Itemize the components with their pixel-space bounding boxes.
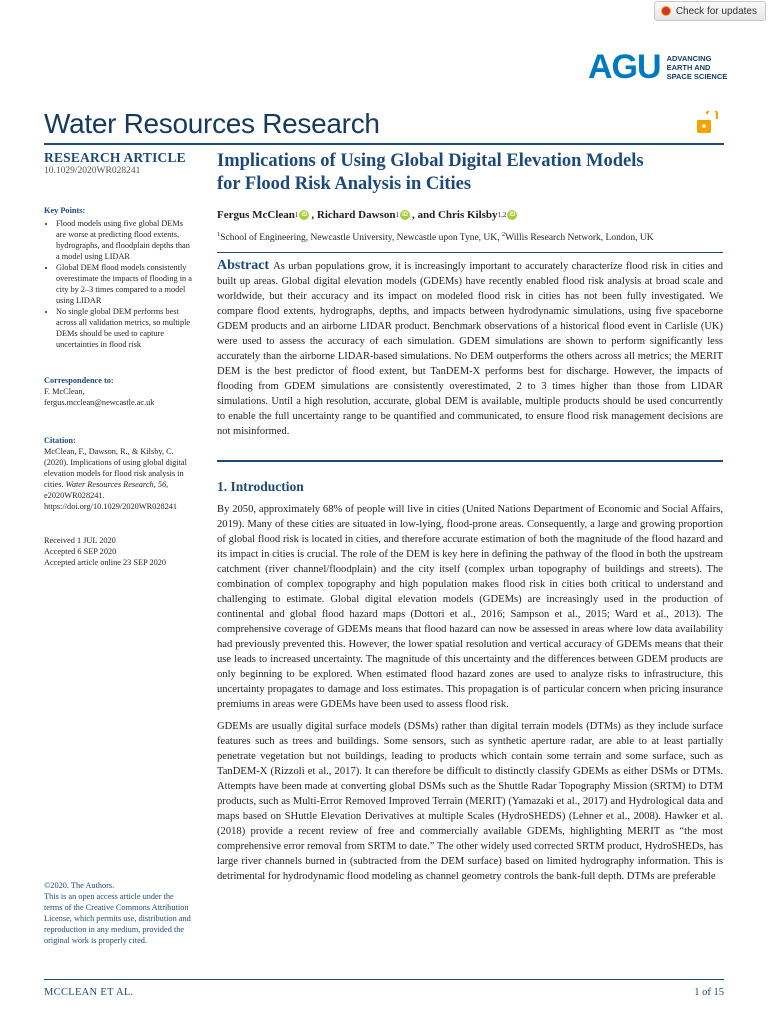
citation-text <box>44 446 194 512</box>
key-point-item: • Flood models using five global DEMs are worse at predicting flood extents, hydrographs, and floodplain depths than a model using LIDAR <box>56 218 194 262</box>
article-type: RESEARCH ARTICLE <box>44 150 186 165</box>
orcid-icon[interactable]: iD <box>401 212 408 218</box>
agu-logo-mark: AGU <box>588 48 661 86</box>
header-rule <box>44 143 724 145</box>
section-rule <box>217 460 723 462</box>
article-title-line: Implications of Using Global Digital Elevation Models <box>217 151 644 171</box>
affiliation-mark-1: 1 <box>217 231 221 238</box>
body-paragraph: GDEMs are usually digital surface models (DSMs) rather than digital terrain models (DTMs) as they include surface features such as trees and buildings. Some sensors, such as synthetic aperture radar, are able to at least partially penetrate vegetation but not buildings, leading to products which contain some terrain and some surface, such as TanDEM-X (Rizzoli et al., 2017). It can therefore be difficult to distinctly classify GDEMs as either DSMs or DTMs. Attempts have been made at converting global DSMs such as the Shuttle Radar Topography Mission (SRTM) to DTM products, such as Multi-Error Removed Improved Terrain (MERIT) (Yamazaki et al., 2017) and Hydrological data and maps based on SHuttle Elevation Derivatives at multiple Scales (HydroSHEDS) (Lehner et al., 2008). Hawker et al. (2018) provide a recent review of free and commercially available GDEMs, highlighting MERIT as “the most comprehensive error removal from SRTM to date.” The other widely used corrected SRTM product, HydroSHEDs, has large river channels burned in (subtracted from the DEM surface) based on limited hydrography information. This is detrimental for hydrodynamic flood modeling as channel geometry controls the bank-full depth. DTMs are preferable <box>217 721 723 883</box>
correspondence-name: F. McClean, <box>44 387 85 396</box>
check-for-updates-label: Check for updates <box>675 5 757 17</box>
citation-text-after[interactable]: , e2020WR028241. https://doi.org/10.1029/2020WR028241 <box>44 480 178 511</box>
author-list <box>217 209 723 221</box>
citation-journal: Water Resources Research <box>65 480 154 489</box>
author-name[interactable]: Chris Kilsby <box>437 209 498 221</box>
accepted-date: Accepted 6 SEP 2020 <box>44 547 117 556</box>
author-name[interactable]: Fergus McClean <box>217 209 295 221</box>
agu-logo <box>588 50 747 84</box>
author-affiliation-mark: 1,2 <box>497 211 507 219</box>
agu-tagline <box>667 54 747 81</box>
article-title <box>217 150 723 196</box>
author-name[interactable]: Richard Dawson <box>316 209 396 221</box>
affiliation-mark-2: 2 <box>501 231 506 238</box>
section-heading-introduction: 1. Introduction <box>217 479 304 495</box>
article-doi[interactable]: 10.1029/2020WR028241 <box>44 166 141 176</box>
copyright-notice <box>44 880 194 946</box>
citation-text-mid: , <box>153 480 158 489</box>
agu-tagline-line: SPACE SCIENCE <box>666 71 728 81</box>
received-date: Received 1 JUL 2020 <box>44 536 116 545</box>
author-separator: , <box>311 209 317 221</box>
correspondence-email[interactable]: fergus.mcclean@newcastle.ac.uk <box>44 398 155 407</box>
key-points-heading: Key Points: <box>44 206 86 215</box>
citation-volume: 56 <box>157 480 167 489</box>
license-text: This is an open access article under the terms of the Creative Commons Attribution License, which permits use, distribution and reproduction in any medium, provided the original work is properly cited. <box>44 892 191 945</box>
citation-text-before: McClean, F., Dawson, R., & Kilsby, C. (2020). Implications of using global digital elevation models for flood risk analysis in cities. <box>44 447 187 489</box>
sidebar <box>44 150 194 568</box>
orcid-icon[interactable]: iD <box>301 212 308 218</box>
author-affiliation-mark: 1 <box>294 211 299 219</box>
citation-heading: Citation: <box>44 436 76 445</box>
abstract-text: As urban populations grow, it is increasingly important to accurately characterize flood risk in cities and built up areas. Global digital elevation models (GDEMs) have recently enabled flood risk analysis at broad scale and worldwide, but their accuracy and its impact on modeled flood risk in cities has not been fully investigated. We compare flood extents, hydrographs, depths, and impacts between hydrodynamic simulations, using five spaceborne GDEM products and an airborne LIDAR product. Benchmark observations of a historical flood event in Carlisle (UK) were used to assess the accuracy of each simulation. GDEM simulations are shown to perform significantly less accurately than the airborne LIDAR-based simulations. No DEM outperforms the others across all metrics; the MERIT DEM is the best predictor of flood extent, but TanDEM-X performs best for discharge. However, the impacts of flooding from GDEM simulations are consistently overestimated, 2 to 3 times higher than those from LIDAR simulations. Until a high resolution, accurate, global DEM is available, multiple products should be used concurrently to enable the full uncertainty range to be quantified and communicated, to ensure flood risk management decisions are not misinformed. <box>217 261 723 438</box>
agu-tagline-line: EARTH AND <box>666 62 711 72</box>
open-access-lock-icon <box>696 111 718 135</box>
abstract <box>217 252 723 439</box>
agu-tagline-line: ADVANCING <box>666 53 712 63</box>
abstract-label: Abstract <box>217 258 270 274</box>
correspondence-heading: Correspondence to: <box>44 376 114 385</box>
footer-running-head: MCCLEAN ET AL. <box>44 987 134 998</box>
orcid-icon[interactable]: iD <box>509 212 516 218</box>
footer-rule <box>44 979 724 980</box>
author-separator: , and <box>411 209 438 221</box>
copyright-line: ©2020. The Authors. <box>44 881 115 890</box>
key-points-list <box>44 218 194 350</box>
crossmark-icon <box>661 6 671 16</box>
article-title-line: for Flood Risk Analysis in Cities <box>217 174 472 194</box>
check-for-updates-button[interactable] <box>654 1 766 21</box>
main-content <box>217 150 723 884</box>
article-dates <box>44 535 194 568</box>
body-paragraph: By 2050, approximately 68% of people will live in cities (United Nations Department of Economic and Social Affairs, 2019). Many of these cities are situated in low-lying, flood-prone areas. Consequently, a large and growing proportion of global flood risk is located in cities, and therefore accurate estimation of both the magnitude of the flood hazard and its impact in cities is crucial. The role of the DEM is key here in defining the pathway of the flood in both the upstream catchment (river channel/floodplain) and the city itself (complex urban topography of buildings and streets). The combination of complex topography and high population makes flood risk in cities both critical to understand and challenging to estimate. Global digital elevation models (GDEMs) are increasingly used in the production of continental and global flood hazard maps (Dottori et al., 2016; Sampson et al., 2015; Ward et al., 2013). The comprehensive coverage of GDEMs means that flood hazard can now be assessed in areas where low data availability had previously prevented this. However, the lower spatial resolution and vertical accuracy of GDEMs means that their use leads to increased uncertainty. The magnitude of this uncertainty and the differences between GDEM products are only beginning to be explored. When estimated flood hazard zones are used to analyze risks to infrastructure, this uncertainty propagates to damage and loss estimates. This propagation is of particular concern when pricing insurance premiums in areas were GDEMs have been used to assess flood risk. <box>217 504 723 711</box>
affiliation-1: School of Engineering, Newcastle University, Newcastle upon Tyne, UK, <box>220 233 500 244</box>
journal-title: Water Resources Research <box>44 108 380 139</box>
affiliation-2: Willis Research Network, London, UK <box>505 233 654 244</box>
page-number: 1 of 15 <box>694 987 724 998</box>
affiliations <box>217 231 723 243</box>
key-point-item: • Global DEM flood models consistently overestimate the impacts of flooding in a city by 2–3 times compared to a model using LIDAR <box>56 262 194 306</box>
online-date: Accepted article online 23 SEP 2020 <box>44 558 167 567</box>
key-point-item: • No single global DEM performs best across all validation metrics, so multiple DEMs should be used to capture uncertainties in flood risk <box>56 306 194 350</box>
author-affiliation-mark: 1 <box>395 211 399 219</box>
